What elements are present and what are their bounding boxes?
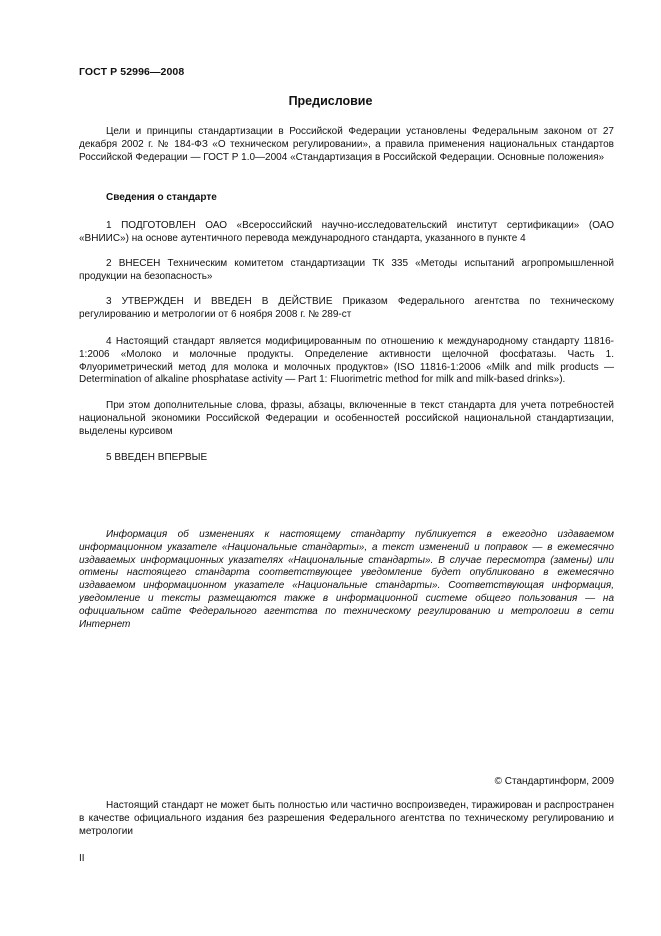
item-2-paragraph: 2 ВНЕСЕН Техническим комитетом стандартизации ТК 335 «Методы испытаний агропромышленной продукции на безопасность» (79, 258, 614, 282)
section-heading: Сведения о стандарте (106, 192, 217, 203)
reproduction-notice-paragraph: Настоящий стандарт не может быть полностью или частично воспроизведен, тиражирован и распространен в качестве официального издания без разрешения Федерального агентства по техническому регулированию и метрологии (79, 800, 614, 837)
item-4-note-paragraph: При этом дополнительные слова, фразы, абзацы, включенные в текст стандарта для учета потребностей национальной экономики Российской Федерации и особенностей российской национальной стандартизации, выделены курсивом (79, 400, 614, 437)
info-notice-paragraph: Информация об изменениях к настоящему стандарту публикуется в ежегодно издаваемом информационном указателе «Национальные стандарты», а текст изменений и поправок — в ежемесячно издаваемых информационных указателях «Национальные стандарты». В случае пересмотра (замены) или отмены настоящего стандарта соответствующее уведомление будет опубликовано в ежемесячно издаваемом информационном указателе «Национальные стандарты». Соответствующая информация, уведомление и тексты размещаются также в информационной системе общего пользования — на официальном сайте Федерального агентства по техническому регулированию и метрологии в сети Интернет (79, 529, 614, 630)
page-number: II (79, 853, 85, 864)
item-1-paragraph: 1 ПОДГОТОВЛЕН ОАО «Всероссийский научно-исследовательский институт сертификации» (ОАО «ВНИИС») на основе аутентичного перевода международного стандарта, указанного в пункте 4 (79, 220, 614, 244)
copyright-line: © Стандартинформ, 2009 (494, 776, 614, 787)
item-4-paragraph: 4 Настоящий стандарт является модифицированным по отношению к международному стандарту 11816-1:2006 «Молоко и молочные продукты. Определение активности щелочной фосфатазы. Часть 1. Флуориметрический метод для молока и молочных продуктов» (ISO 11816-1:2006 «Milk and milk products — Determination of alkaline phosphatase activity — Part 1: Fluorimetric method for milk and milk-based drinks»). (79, 336, 614, 386)
item-5-paragraph: 5 ВВЕДЕН ВПЕРВЫЕ (106, 452, 208, 463)
document-code: ГОСТ Р 52996—2008 (79, 66, 185, 78)
intro-paragraph: Цели и принципы стандартизации в Российской Федерации установлены Федеральным законом от 27 декабря 2002 г. № 184-ФЗ «О техническом регулировании», а правила применения национальных стандартов Российской Федерации — ГОСТ Р 1.0—2004 «Стандартизация в Российской Федерации. Основные положения» (79, 126, 614, 163)
item-3-paragraph: 3 УТВЕРЖДЕН И ВВЕДЕН В ДЕЙСТВИЕ Приказом Федерального агентства по техническому регулированию и метрологии от 6 ноября 2008 г. № 289-ст (79, 296, 614, 320)
page-title: Предисловие (288, 94, 373, 108)
